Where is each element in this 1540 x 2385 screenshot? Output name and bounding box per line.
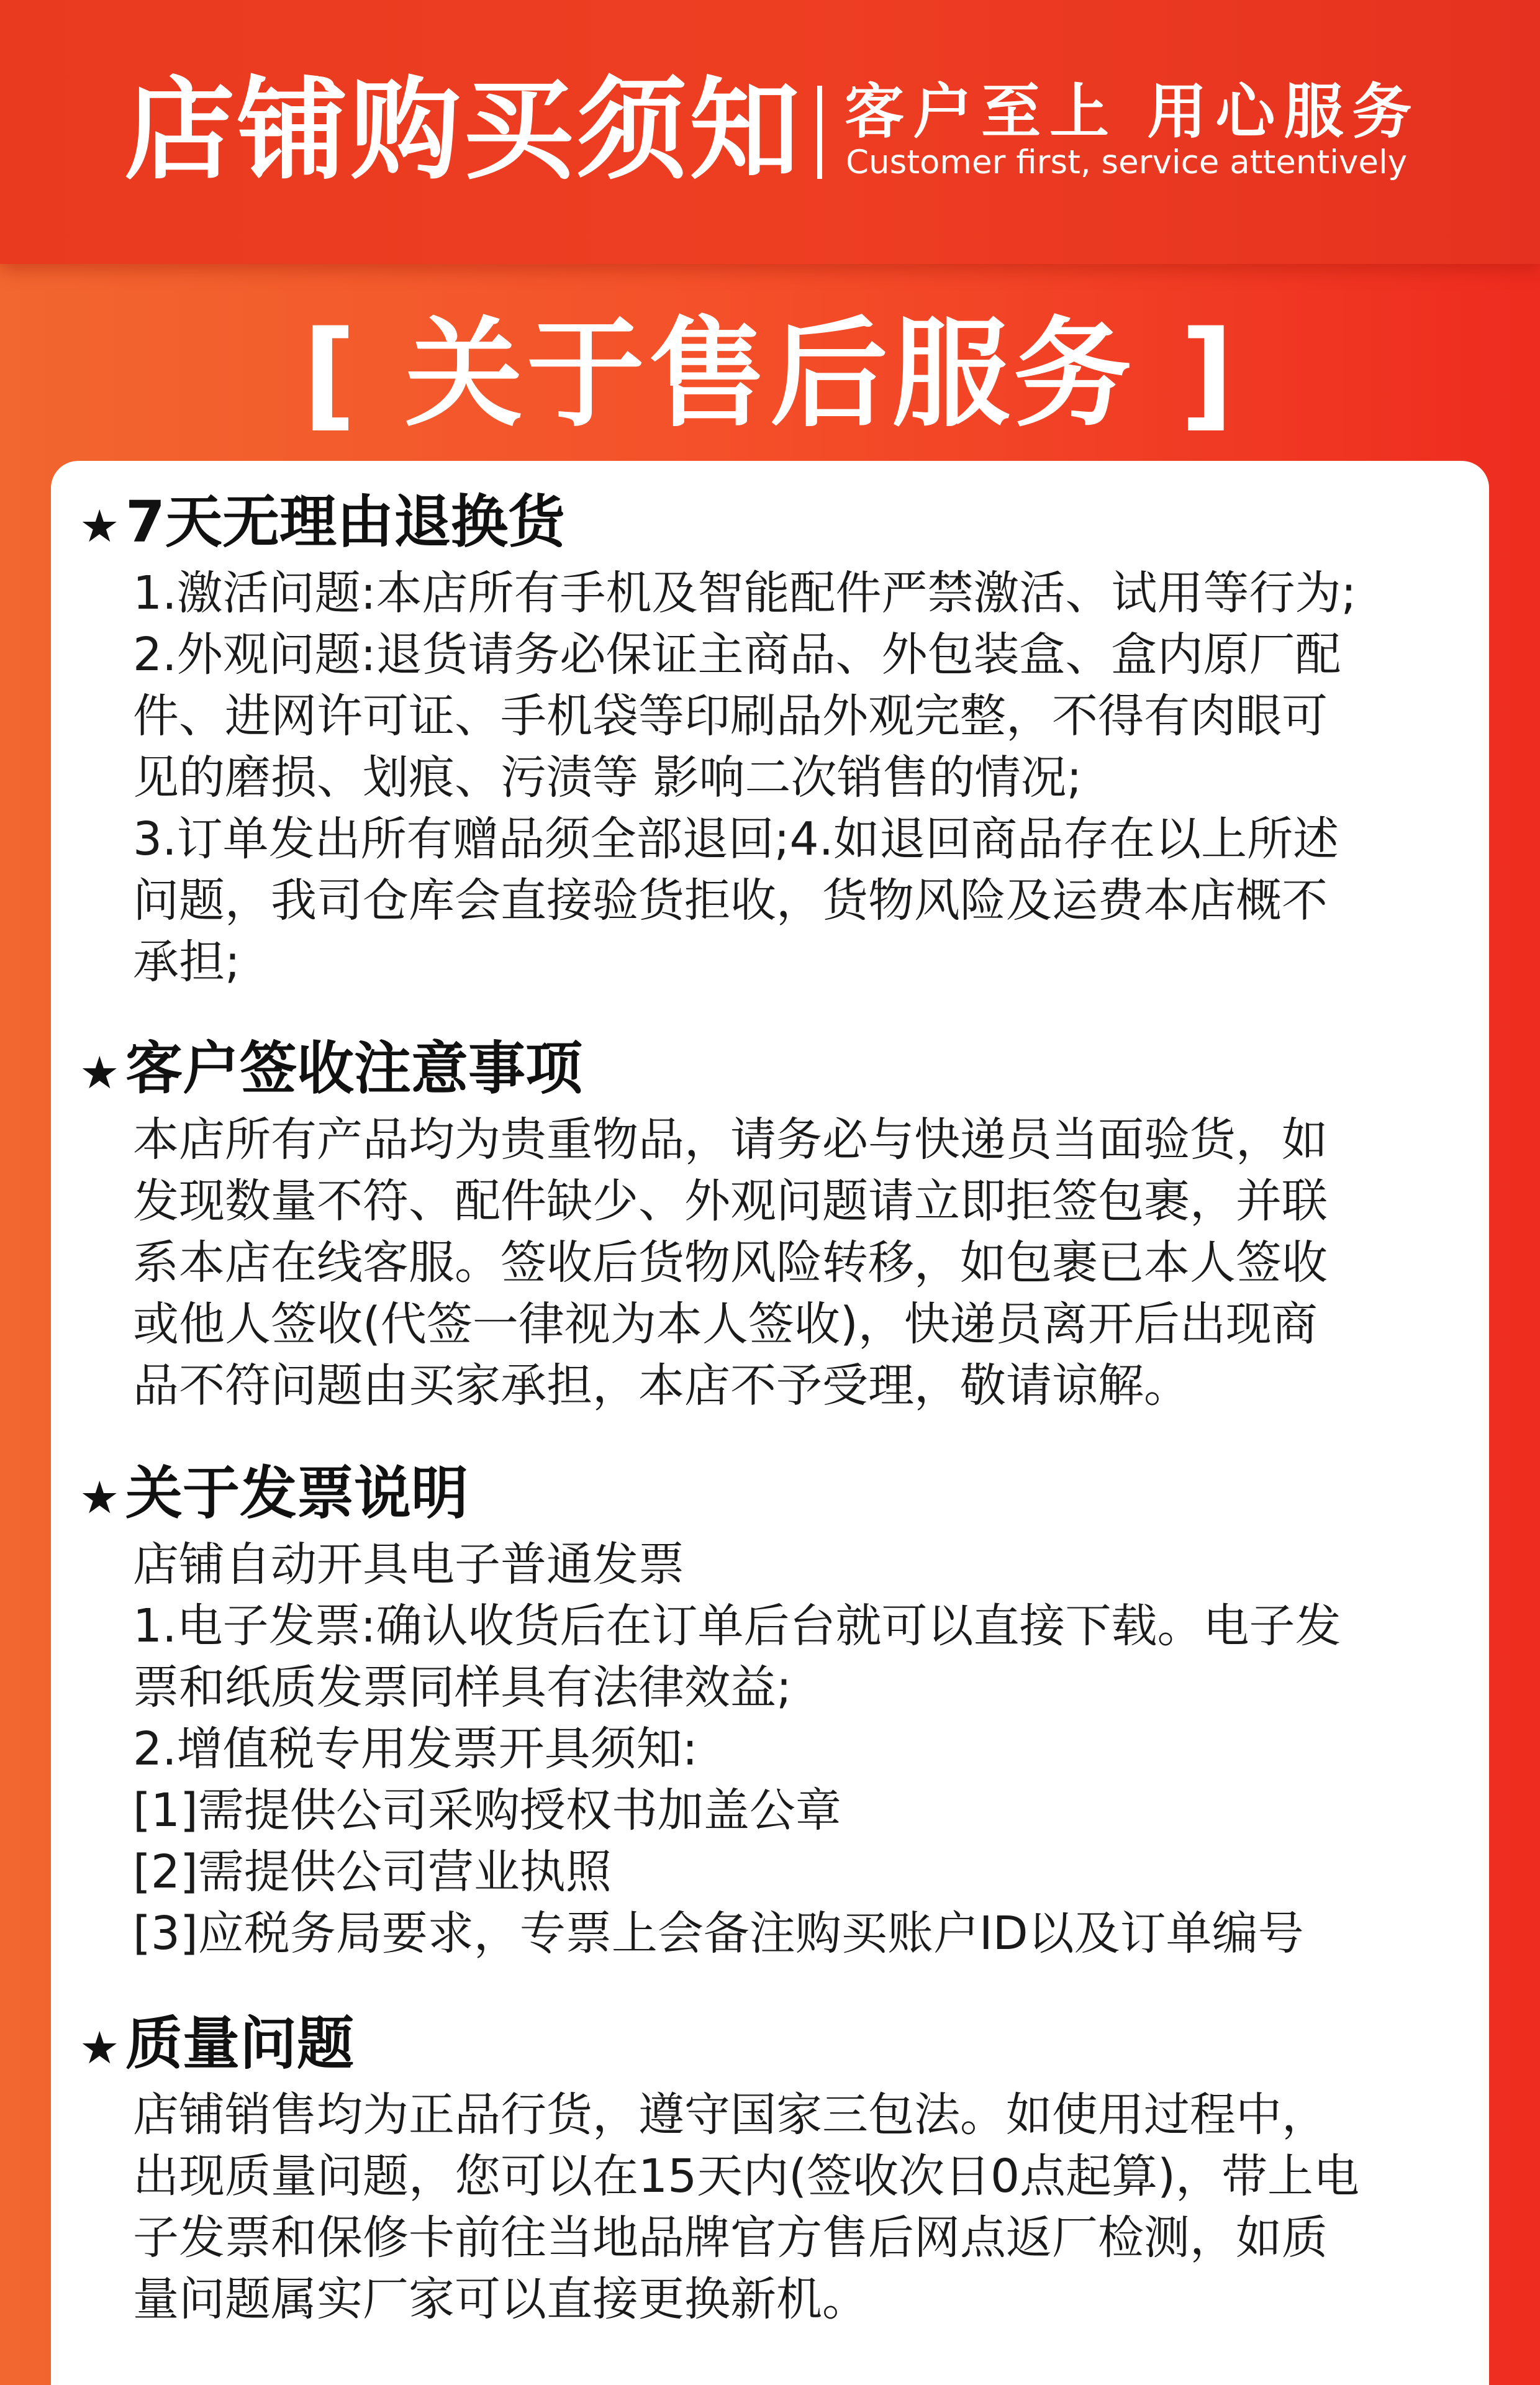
text-line: 店铺销售均为正品行货，遵守国家三包法。如使用过程中， xyxy=(133,2088,1328,2142)
text-line: [3]应税务局要求，专票上会备注购买账户ID以及订单编号 xyxy=(133,1907,1304,1960)
section-body xyxy=(133,2084,1474,2330)
content-card xyxy=(51,461,1489,2385)
section-body xyxy=(133,1534,1474,1965)
section-title xyxy=(79,1457,468,1530)
section-body xyxy=(133,563,1474,993)
text-line: 1.激活问题:本店所有手机及智能配件严禁激活、试用等行为; xyxy=(133,566,1357,620)
text-line: 子发票和保修卡前往当地品牌官方售后网点返厂检测，如质 xyxy=(133,2211,1328,2265)
section-title xyxy=(79,2007,354,2081)
header-divider xyxy=(817,86,822,179)
text-line: [2]需提供公司营业执照 xyxy=(133,1845,612,1899)
section-title xyxy=(79,486,565,559)
header-slogan: 客户至上 用心服务 xyxy=(845,77,1421,147)
section-heading: [ 关于售后服务 ] xyxy=(302,306,1238,443)
text-line: 出现质量问题，您可以在15天内(签收次日0点起算)，带上电 xyxy=(133,2150,1359,2203)
star-icon: ★ xyxy=(79,1047,120,1099)
text-line: 2.增值税专用发票开具须知: xyxy=(133,1722,698,1776)
star-icon: ★ xyxy=(79,1471,120,1524)
text-line: 3.订单发出所有赠品须全部退回;4.如退回商品存在以上所述 xyxy=(133,812,1339,866)
section-title xyxy=(79,1032,582,1106)
text-line: 件、进网许可证、手机袋等印刷品外观完整，不得有肉眼可 xyxy=(133,689,1328,743)
text-line: 见的磨损、划痕、污渍等 影响二次销售的情况; xyxy=(133,751,1082,804)
page-title: 店铺购买须知 xyxy=(124,66,802,194)
text-line: 2.外观问题:退货请务必保证主商品、外包装盒、盒内原厂配 xyxy=(133,628,1341,681)
text-line: 或他人签收(代签一律视为本人签收)，快递员离开后出现商 xyxy=(133,1297,1318,1351)
text-line: 问题，我司仓库会直接验货拒收，货物风险及运费本店概不 xyxy=(133,874,1328,927)
text-line: [1]需提供公司采购授权书加盖公章 xyxy=(133,1784,841,1837)
text-line: 1.电子发票:确认收货后在订单后台就可以直接下载。电子发 xyxy=(133,1599,1341,1653)
section-title-text: 关于发票说明 xyxy=(125,1460,469,1527)
star-icon: ★ xyxy=(79,2022,120,2074)
section-title-text: 客户签收注意事项 xyxy=(125,1035,583,1102)
text-line: 承担; xyxy=(133,935,240,989)
header-slogan-english: Customer first, service attentively xyxy=(846,143,1408,181)
section-body xyxy=(133,1109,1474,1417)
text-line: 品不符问题由买家承担，本店不予受理，敬请谅解。 xyxy=(133,1359,1190,1412)
text-line: 发现数量不符、配件缺少、外观问题请立即拒签包裹，并联 xyxy=(133,1174,1328,1228)
star-icon: ★ xyxy=(79,500,120,552)
text-line: 票和纸质发票同样具有法律效益; xyxy=(133,1661,792,1714)
text-line: 系本店在线客服。签收后货物风险转移，如包裹已本人签收 xyxy=(133,1236,1328,1289)
section-title-text: 质量问题 xyxy=(125,2010,355,2077)
header-banner xyxy=(0,0,1540,264)
text-line: 本店所有产品均为贵重物品，请务必与快递员当面验货，如 xyxy=(133,1113,1328,1166)
section-title-text: 7天无理由退换货 xyxy=(125,489,566,555)
text-line: 店铺自动开具电子普通发票 xyxy=(133,1538,684,1591)
text-line: 量问题属实厂家可以直接更换新机。 xyxy=(133,2273,868,2326)
